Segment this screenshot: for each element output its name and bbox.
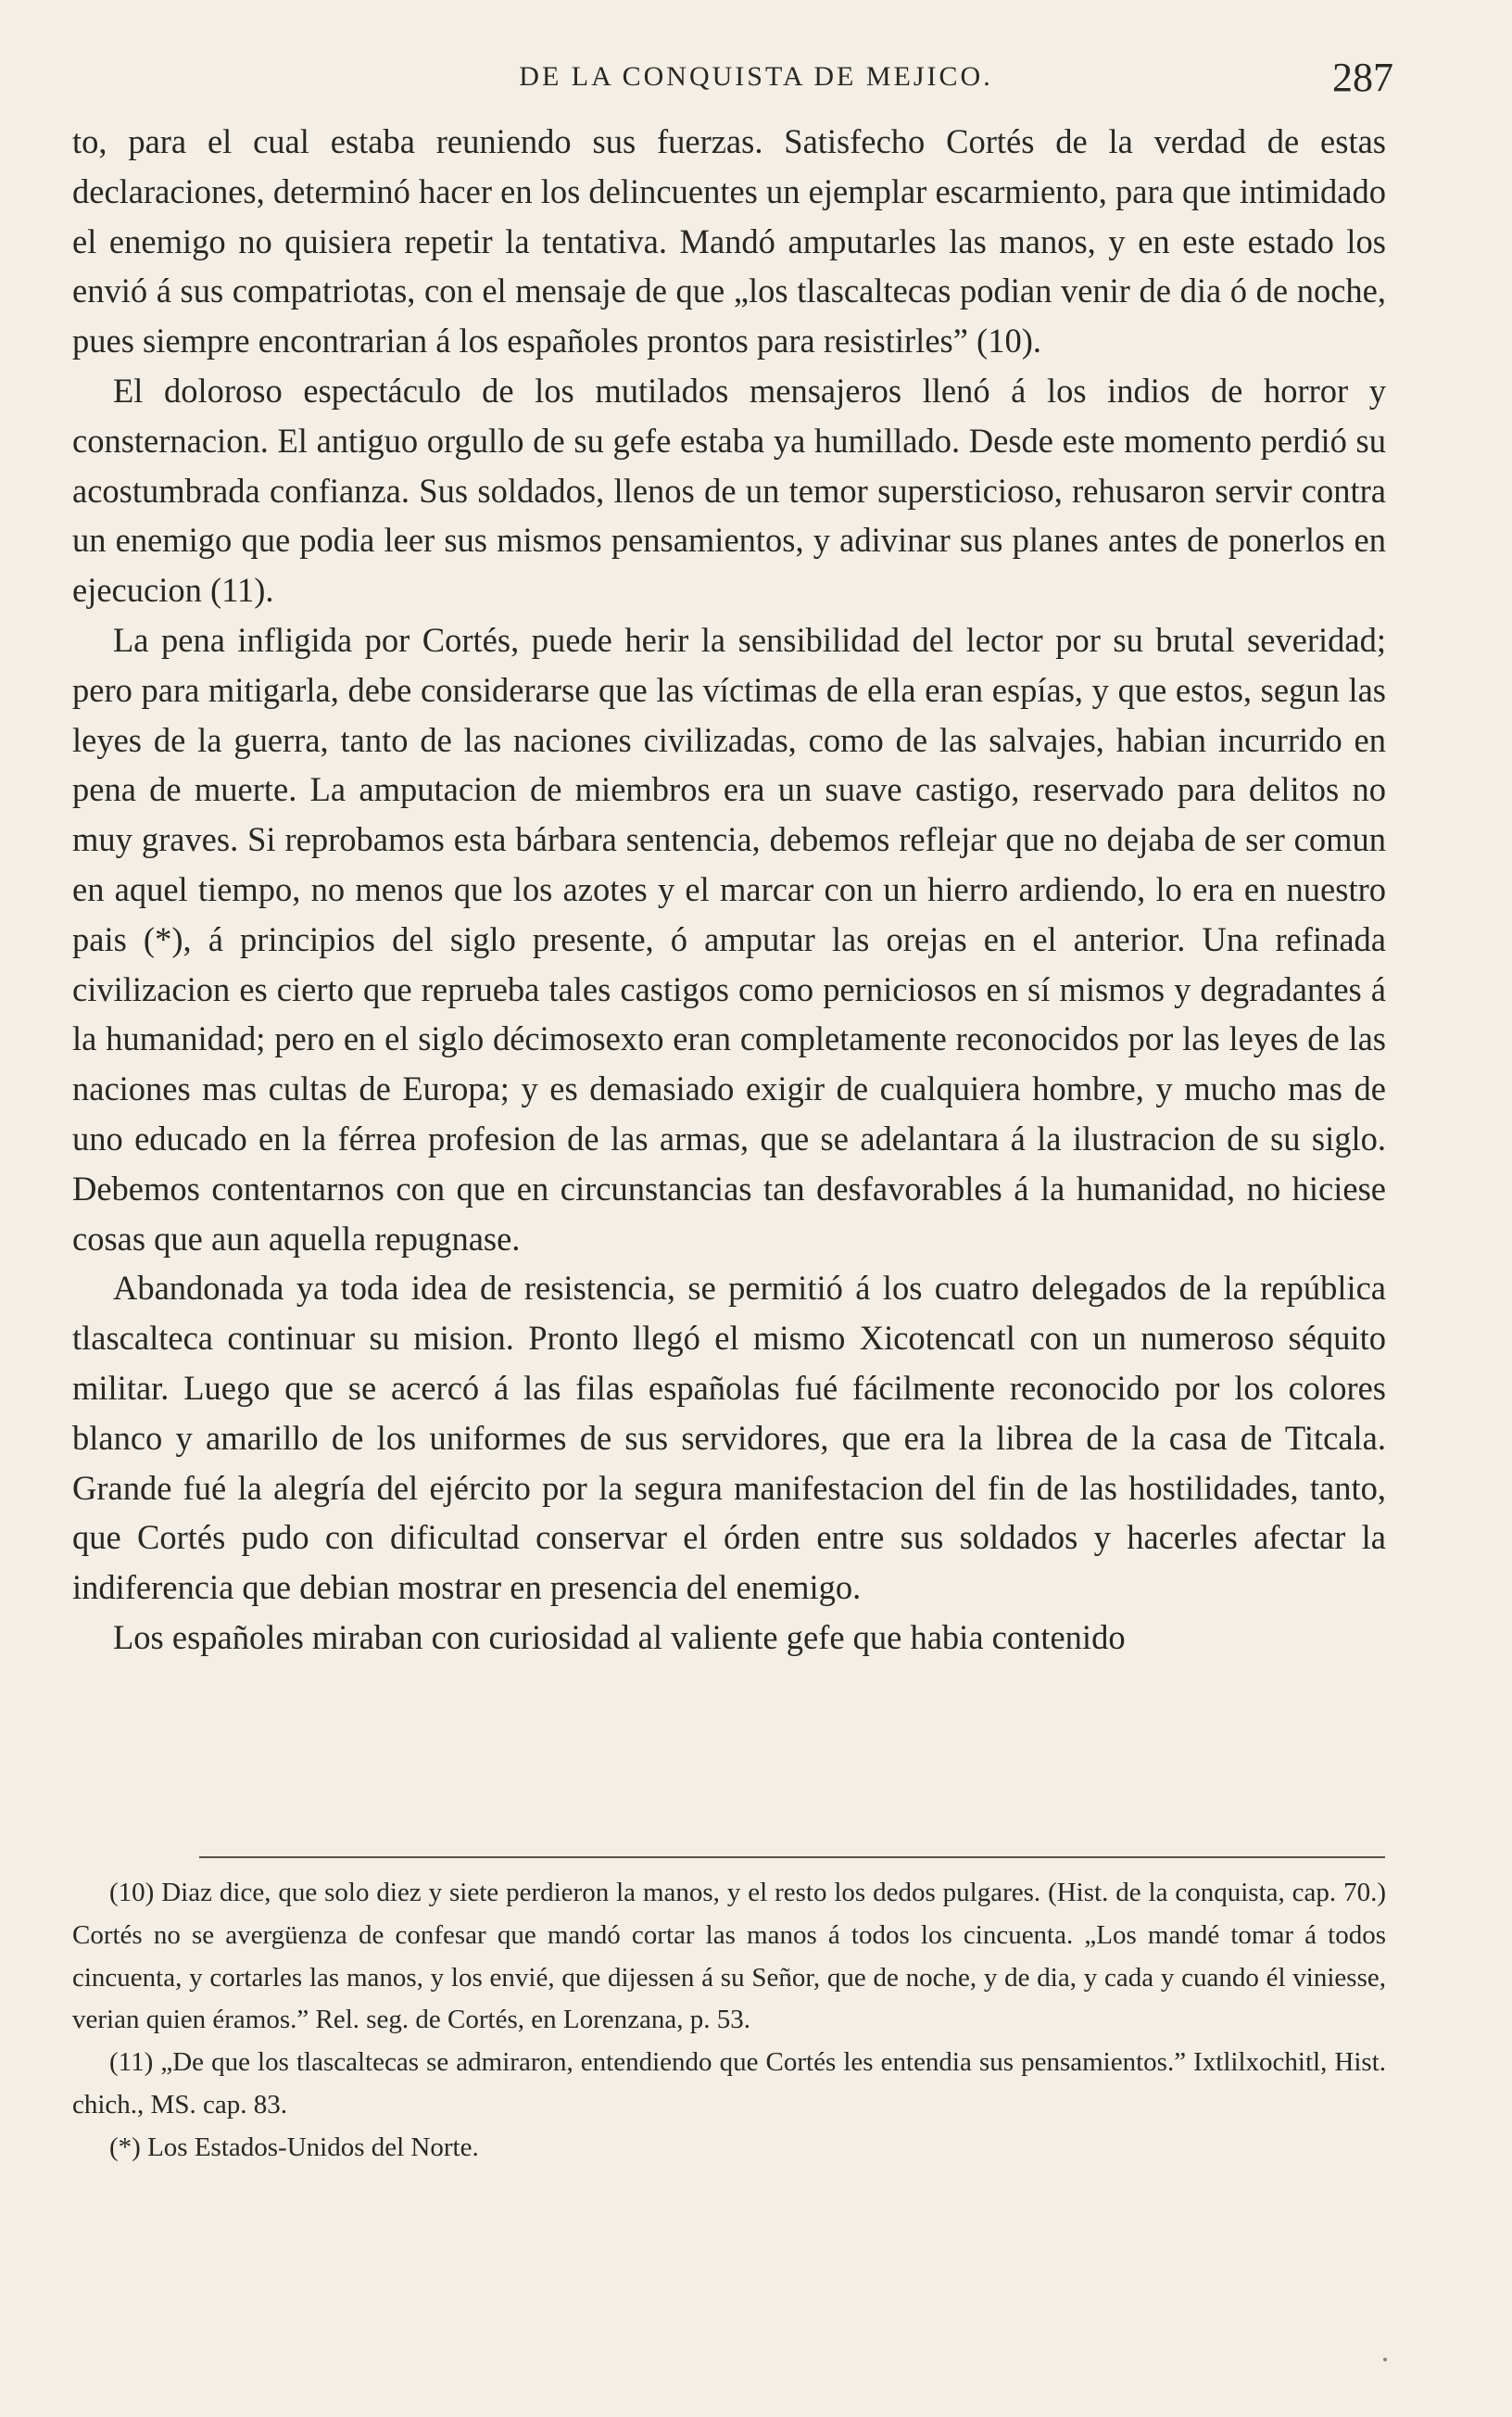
running-title: DE LA CONQUISTA DE MEJICO. bbox=[519, 61, 993, 92]
footnote-text: Los Estados-Unidos del Norte. bbox=[140, 2132, 479, 2162]
footnote-text: Diaz dice, que solo diez y siete perdieron la manos, y el resto los dedos pulgares. (Hist. de la conquista, cap. 70.) Cortés no se avergüenza de confesar que mandó cortar las manos á todos los cincuenta. „Los mandé tomar á todos cincuenta, y cortarles las manos, y los envié, que dijessen á su Señor, que de noche, y de dia, y cada y cuando él viniesse, verian quien éramos.” Rel. seg. de Cortés, en Lorenzana, p. 53. bbox=[72, 1878, 1386, 2035]
paper-speck bbox=[1383, 2358, 1387, 2361]
body-text bbox=[72, 117, 1386, 1663]
footnotes bbox=[72, 1872, 1386, 2170]
footnote-10 bbox=[72, 1872, 1386, 2042]
paragraph: El doloroso espectáculo de los mutilados mensajeros llenó á los indios de horror y consternacion. El antiguo orgullo de su gefe estaba ya humillado. Desde este momento perdió su acostumbrada confianza. Sus soldados, llenos de un temor supersticioso, rehusaron servir contra un enemigo que podia leer sus mismos pensamientos, y adivinar sus planes antes de ponerlos en ejecucion (11). bbox=[72, 371, 1386, 610]
footnote-mark: (11) bbox=[109, 2047, 154, 2078]
paragraph: Los españoles miraban con curiosidad al valiente gefe que habia contenido bbox=[113, 1617, 1126, 1656]
footnote-11 bbox=[72, 2042, 1386, 2127]
footnote-text: „De que los tlascaltecas se admiraron, entendiendo que Cortés les entendia sus pensamientos.” Ixtlilxochitl, Hist. chich., MS. cap. 83. bbox=[72, 2047, 1386, 2120]
paragraph: Abandonada ya toda idea de resistencia, se permitió á los cuatro delegados de la república tlascalteca continuar su mision. Pronto llegó el mismo Xicotencatl con un numeroso séquito militar. Luego que se acercó á las filas españolas fué fácilmente reconocido por los colores blanco y amarillo de los uniformes de sus servidores, que era la librea de la casa de Titcala. Grande fué la alegría del ejército por la segura manifestacion del fin de las hostilidades, tanto, que Cortés pudo con dificultad conservar el órden entre sus soldados y hacerles afectar la indiferencia que debian mostrar en presencia del enemigo. bbox=[72, 1269, 1386, 1607]
footnote-asterisk bbox=[72, 2127, 1386, 2170]
paragraph: La pena infligida por Cortés, puede herir la sensibilidad del lector por su brutal severidad; pero para mitigarla, debe considerarse que las víctimas de ella eran espías, y que estos, segun las leyes de la guerra, tanto de las naciones civilizadas, como de las salvajes, habian incurrido en pena de muerte. La amputacion de miembros era un suave castigo, reservado para delitos no muy graves. Si reprobamos esta bárbara sentencia, debemos reflejar que no dejaba de ser comun en aquel tiempo, no menos que los azotes y el marcar con un hierro ardiendo, lo era en nuestro pais (*), á principios del siglo presente, ó amputar las orejas en el anterior. Una refinada civilizacion es cierto que reprueba tales castigos como perniciosos en sí mismos y degradantes á la humanidad; pero en el siglo décimosexto eran completamente reconocidos por las leyes de las naciones mas cultas de Europa; y es demasiado exigir de cualquiera hombre, y mucho mas de uno educado en la férrea profesion de las armas, que se adelantara á la ilustracion de su siglo. Debemos contentarnos con que en circunstancias tan desfavorables á la humanidad, no hiciese cosas que aun aquella repugnase. bbox=[72, 620, 1386, 1258]
paragraph-continuation: to, para el cual estaba reuniendo sus fuerzas. Satisfecho Cortés de la verdad de estas declaraciones, determinó hacer en los delincuentes un ejemplar escarmiento, para que intimidado el enemigo no quisiera repetir la tentativa. Mandó amputarles las manos, y en este estado los envió á sus compatriotas, con el mensaje de que „los tlascaltecas podian venir de dia ó de noche, pues siempre encontrarian á los españoles prontos para resistirles” (10). bbox=[72, 122, 1386, 361]
footnote-mark: (*) bbox=[109, 2132, 141, 2162]
footnote-divider bbox=[199, 1856, 1385, 1858]
footnote-mark: (10) bbox=[109, 1878, 155, 1907]
page-number: 287 bbox=[1332, 55, 1393, 100]
page-header bbox=[0, 54, 1512, 109]
